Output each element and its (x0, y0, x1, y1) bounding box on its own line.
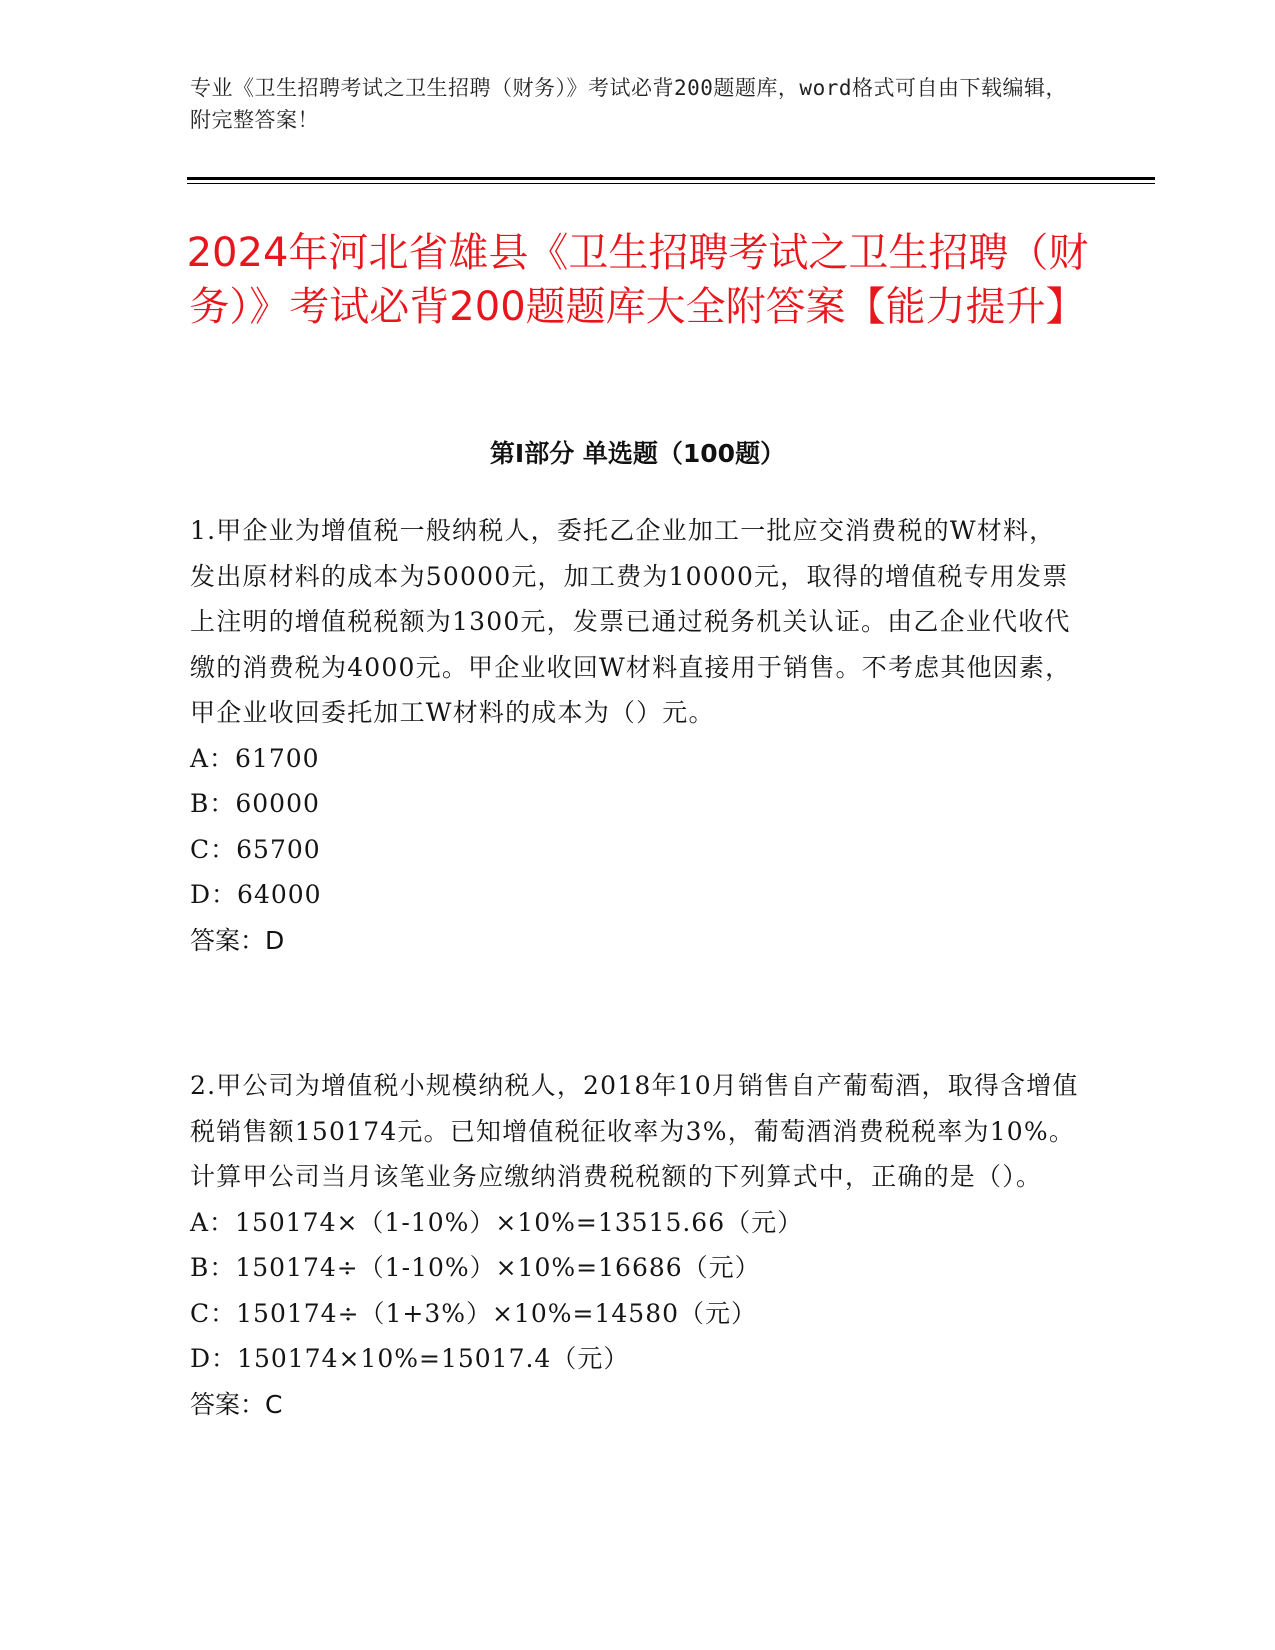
section-title: 第I部分 单选题（100题） (489, 439, 786, 468)
option-d: D：150174×10%=15017.4（元） (190, 1344, 630, 1373)
option-b: B：150174÷（1-10%）×10%=16686（元） (190, 1253, 761, 1282)
header-divider-thick (187, 177, 1155, 180)
option-a: A：150174×（1-10%）×10%=13515.66（元） (190, 1207, 804, 1237)
question-stem: 1.甲企业为增值税一般纳税人，委托乙企业加工一批应交消费税的W材料，发出原材料的成本为50000元，加工费为10000元，取得的增值税专用发票上注明的增值税税额为1300元，发票已通过税务机关认证。由乙企业代收代缴的消费税为4000元。甲企业收回W材料直接用于销售。不考虑其他因素，甲企业收回委托加工W材料的成本为（）元。 (190, 516, 1072, 727)
answer-label: 答案：C (190, 1389, 283, 1419)
question-2 (190, 1063, 1080, 1427)
option-b: B：60000 (190, 789, 320, 818)
option-a: A：61700 (190, 743, 320, 773)
header-note: 专业《卫生招聘考试之卫生招聘（财务）》考试必背200题题库，word格式可自由下载编辑，附完整答案！ (190, 76, 1067, 132)
header-divider-thin (187, 183, 1155, 184)
question-1 (190, 508, 1080, 963)
option-c: C：150174÷（1+3%）×10%=14580（元） (190, 1298, 758, 1328)
question-stem: 2.甲公司为增值税小规模纳税人，2018年10月销售自产葡萄酒，取得含增值税销售额150174元。已知增值税征收率为3%，葡萄酒消费税税率为10%。计算甲公司当月该笔业务应缴纳消费税税额的下列算式中，正确的是（）。 (190, 1071, 1079, 1191)
document-title: 2024年河北省雄县《卫生招聘考试之卫生招聘（财务）》考试必背200题题库大全附答案【能力提升】 (186, 230, 1089, 330)
option-d: D：64000 (190, 880, 322, 909)
answer-label: 答案：D (190, 925, 285, 955)
option-c: C：65700 (190, 834, 321, 864)
